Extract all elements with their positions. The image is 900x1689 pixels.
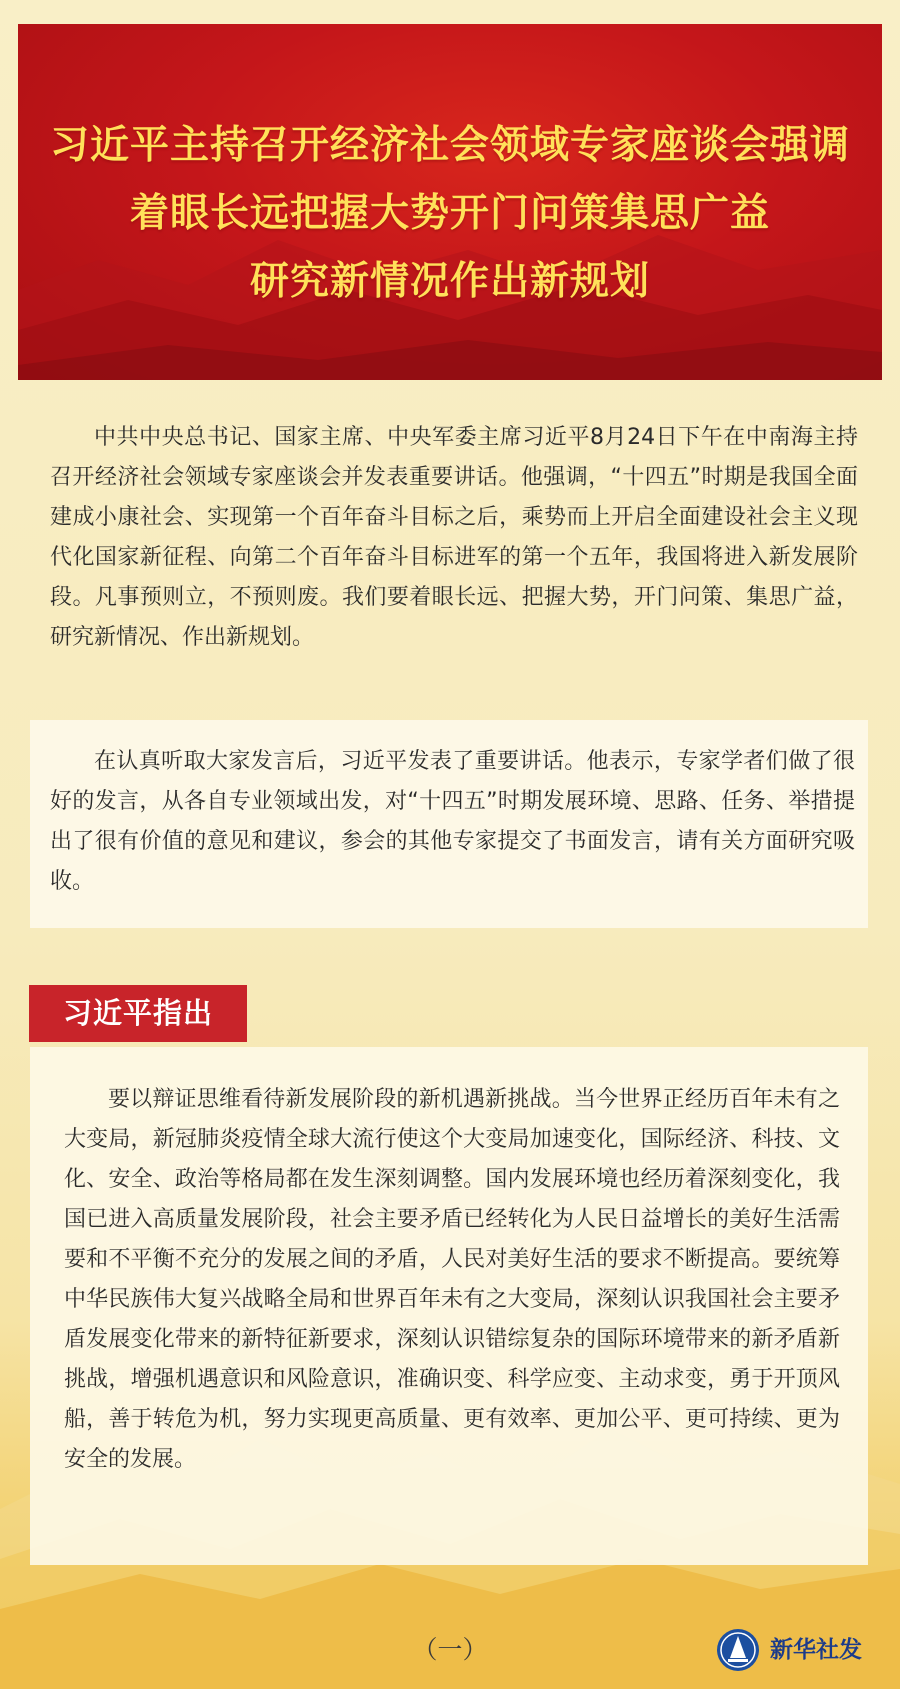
section-tag: 习近平指出: [29, 985, 247, 1042]
publisher-credit: [716, 1627, 862, 1673]
title-line-1: 习近平主持召开经济社会领域专家座谈会强调: [49, 123, 850, 168]
title-line-2: 着眼长远把握大势开门问策集思广益: [129, 191, 770, 236]
page-number: （一）: [412, 1635, 488, 1664]
xinhua-logo-icon: [716, 1628, 760, 1672]
section-paragraph: 要以辩证思维看待新发展阶段的新机遇新挑战。当今世界正经历百年未有之大变局，新冠肺炎疫情全球大流行使这个大变局加速变化，国际经济、科技、文化、安全、政治等格局都在发生深刻调整。国内发展环境也经历着深刻变化，我国已进入高质量发展阶段，社会主要矛盾已经转化为人民日益增长的美好生活需要和不平衡不充分的发展之间的矛盾，人民对美好生活的要求不断提高。要统筹中华民族伟大复兴战略全局和世界百年未有之大变局，深刻认识我国社会主要矛盾发展变化带来的新特征新要求，深刻认识错综复杂的国际环境带来的新矛盾新挑战，增强机遇意识和风险意识，准确识变、科学应变、主动求变，勇于开顶风船，善于转危为机，努力实现更高质量、更有效率、更加公平、更可持续、更为安全的发展。: [64, 1087, 840, 1472]
speech-summary-paragraph: 在认真听取大家发言后，习近平发表了重要讲话。他表示，专家学者们做了很好的发言，从各自专业领域出发，对“十四五”时期发展环境、思路、任务、举措提出了很有价值的意见和建议，参会的其他专家提交了书面发言，请有关方面研究吸收。: [50, 749, 855, 894]
publisher-name: 新华社发: [770, 1637, 862, 1663]
intro-paragraph: 中共中央总书记、国家主席、中央军委主席习近平8月24日下午在中南海主持召开经济社会领域专家座谈会并发表重要讲话。他强调，“十四五”时期是我国全面建成小康社会、实现第一个百年奋斗目标之后，乘势而上开启全面建设社会主义现代化国家新征程、向第二个百年奋斗目标进军的第一个五年，我国将进入新发展阶段。凡事预则立，不预则废。我们要着眼长远、把握大势，开门问策、集思广益，研究新情况、作出新规划。: [50, 425, 858, 650]
header-banner: [18, 24, 882, 380]
banner-title: [18, 112, 882, 316]
title-line-3: 研究新情况作出新规划: [249, 259, 650, 304]
